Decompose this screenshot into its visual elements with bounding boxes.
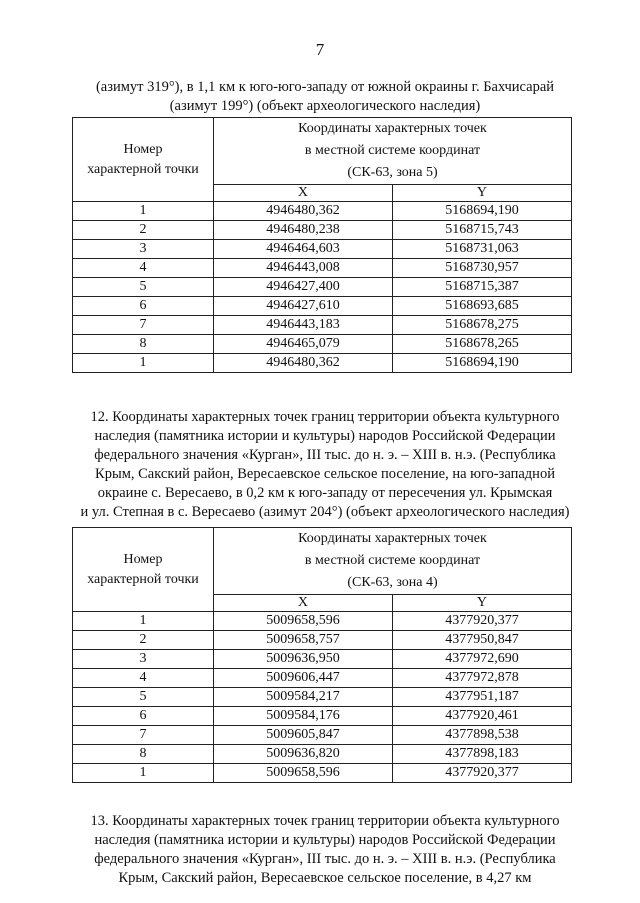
table-row: [73, 354, 572, 373]
point-number-cell: 3: [73, 650, 214, 669]
section-12-paragraph: [60, 408, 590, 522]
table-row: [73, 631, 572, 650]
y-column-header: Y: [392, 185, 571, 202]
y-coordinate-cell: 5168694,190: [392, 202, 571, 221]
y-column-header: Y: [392, 595, 571, 612]
y-coordinate-cell: 4377950,847: [392, 631, 571, 650]
point-number-cell: 6: [73, 707, 214, 726]
x-coordinate-cell: 5009636,820: [214, 745, 393, 764]
header-line: в местной системе координат: [304, 553, 481, 568]
table-row: [73, 259, 572, 278]
text-line: (азимут 319°), в 1,1 км к юго-юго-западу от южной окраины г. Бахчисарай: [95, 79, 555, 95]
text-line: (азимут 199°) (объект археологического наследия): [169, 98, 481, 114]
table-row: [73, 240, 572, 259]
x-coordinate-cell: 4946480,238: [214, 221, 393, 240]
header-line: Номер: [123, 551, 163, 567]
point-number-cell: 1: [73, 764, 214, 783]
table-row: [73, 221, 572, 240]
section-13-paragraph: [60, 812, 590, 888]
table-row: [73, 316, 572, 335]
y-coordinate-cell: 4377898,538: [392, 726, 571, 745]
header-line: (СК-63, зона 5): [347, 165, 438, 180]
y-coordinate-cell: 5168731,063: [392, 240, 571, 259]
x-coordinate-cell: 4946480,362: [214, 202, 393, 221]
x-coordinate-cell: 5009658,757: [214, 631, 393, 650]
table-row: [73, 612, 572, 631]
point-number-cell: 7: [73, 316, 214, 335]
table-row: [73, 650, 572, 669]
y-coordinate-cell: 4377972,690: [392, 650, 571, 669]
y-coordinate-cell: 5168678,275: [392, 316, 571, 335]
point-number-cell: 3: [73, 240, 214, 259]
y-coordinate-cell: 5168694,190: [392, 354, 571, 373]
point-number-cell: 4: [73, 669, 214, 688]
x-coordinate-cell: 5009605,847: [214, 726, 393, 745]
text-line: федерального значения «Курган», III тыс. до н. э. – XIII в. н.э. (Республика: [94, 851, 556, 867]
point-number-cell: 2: [73, 631, 214, 650]
header-line: (СК-63, зона 4): [347, 575, 438, 590]
x-coordinate-cell: 4946465,079: [214, 335, 393, 354]
table-header-row: [73, 528, 572, 595]
x-coordinate-cell: 5009606,447: [214, 669, 393, 688]
page-number: 7: [315, 40, 325, 59]
y-coordinate-cell: 5168693,685: [392, 297, 571, 316]
x-coordinate-cell: 5009658,596: [214, 612, 393, 631]
text-line: наследия (памятника истории и культуры) народов Российской Федерации: [94, 428, 556, 444]
coordinates-table-zone5: [72, 117, 572, 373]
text-line: федерального значения «Курган», III тыс. до н. э. – XIII в. н.э. (Республика: [94, 447, 556, 463]
x-coordinate-cell: 5009584,176: [214, 707, 393, 726]
header-line: характерной точки: [87, 571, 199, 587]
table-row: [73, 707, 572, 726]
header-line: характерной точки: [87, 161, 199, 177]
x-coordinate-cell: 4946427,400: [214, 278, 393, 297]
coordinates-table-zone4: [72, 527, 572, 783]
point-number-cell: 4: [73, 259, 214, 278]
coordinates-header: [214, 118, 572, 185]
y-coordinate-cell: 4377920,377: [392, 612, 571, 631]
point-number-cell: 1: [73, 202, 214, 221]
y-coordinate-cell: 5168730,957: [392, 259, 571, 278]
table-row: [73, 335, 572, 354]
table-row: [73, 202, 572, 221]
x-column-header: X: [214, 185, 393, 202]
text-line: Крым, Сакский район, Вересаевское сельское поселение, на юго-западной: [95, 466, 555, 482]
point-number-cell: 8: [73, 335, 214, 354]
x-coordinate-cell: 4946480,362: [214, 354, 393, 373]
text-line: наследия (памятника истории и культуры) народов Российской Федерации: [94, 832, 556, 848]
text-line: и ул. Степная в с. Вересаево (азимут 204°) (объект археологического наследия): [80, 504, 570, 520]
text-line: Крым, Сакский район, Вересаевское сельское поселение, в 4,27 км: [118, 870, 532, 886]
table-row: [73, 688, 572, 707]
x-coordinate-cell: 4946443,008: [214, 259, 393, 278]
text-line: 13. Координаты характерных точек границ территории объекта культурного: [90, 813, 560, 829]
header-line: в местной системе координат: [304, 143, 481, 158]
point-number-cell: 2: [73, 221, 214, 240]
point-number-cell: 5: [73, 688, 214, 707]
table-row: [73, 764, 572, 783]
coordinates-header: [214, 528, 572, 595]
x-coordinate-cell: 4946427,610: [214, 297, 393, 316]
y-coordinate-cell: 4377972,878: [392, 669, 571, 688]
header-line: Координаты характерных точек: [298, 531, 487, 546]
point-number-cell: 6: [73, 297, 214, 316]
x-coordinate-cell: 5009636,950: [214, 650, 393, 669]
y-coordinate-cell: 5168715,743: [392, 221, 571, 240]
point-number-header: [73, 528, 214, 612]
point-number-cell: 1: [73, 612, 214, 631]
y-coordinate-cell: 4377920,377: [392, 764, 571, 783]
header-line: Номер: [123, 141, 163, 157]
point-number-cell: 1: [73, 354, 214, 373]
table-row: [73, 726, 572, 745]
y-coordinate-cell: 5168678,265: [392, 335, 571, 354]
table-header-row: [73, 118, 572, 185]
point-number-cell: 5: [73, 278, 214, 297]
point-number-cell: 7: [73, 726, 214, 745]
text-line: 12. Координаты характерных точек границ территории объекта культурного: [90, 409, 560, 425]
point-number-header: [73, 118, 214, 202]
table-row: [73, 278, 572, 297]
table-row: [73, 745, 572, 764]
table-row: [73, 669, 572, 688]
point-number-cell: 8: [73, 745, 214, 764]
text-line: окраине с. Вересаево, в 0,2 км к юго-западу от пересечения ул. Крымская: [97, 485, 553, 501]
header-line: Координаты характерных точек: [298, 121, 487, 136]
x-coordinate-cell: 4946464,603: [214, 240, 393, 259]
x-coordinate-cell: 4946443,183: [214, 316, 393, 335]
x-coordinate-cell: 5009584,217: [214, 688, 393, 707]
table-row: [73, 297, 572, 316]
y-coordinate-cell: 4377898,183: [392, 745, 571, 764]
intro-paragraph: [60, 78, 590, 116]
x-column-header: X: [214, 595, 393, 612]
y-coordinate-cell: 4377951,187: [392, 688, 571, 707]
y-coordinate-cell: 5168715,387: [392, 278, 571, 297]
x-coordinate-cell: 5009658,596: [214, 764, 393, 783]
y-coordinate-cell: 4377920,461: [392, 707, 571, 726]
